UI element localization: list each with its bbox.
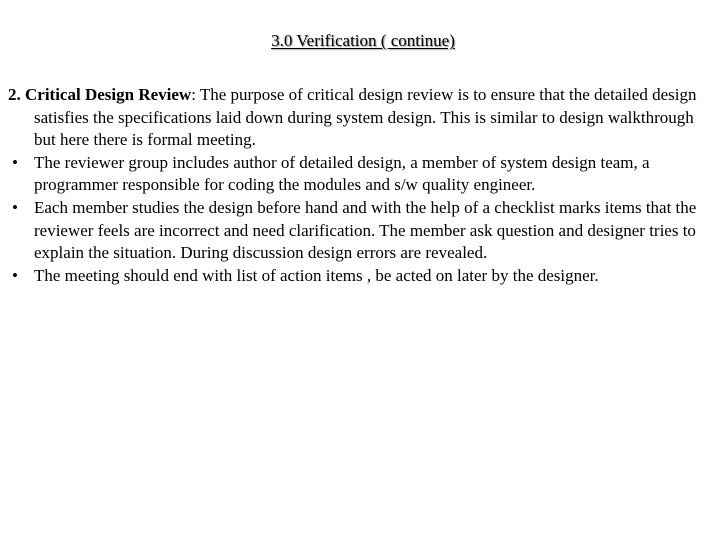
slide-body [8, 84, 708, 287]
bullet-text: The reviewer group includes author of detailed design, a member of system design team, a programmer responsible for coding the modules and s/w quality engineer. [34, 152, 650, 195]
bullet-text: Each member studies the design before hand and with the help of a checklist marks items that the reviewer feels are incorrect and need clarification. The member ask question and designer tries to explain the situation. During discussion design errors are revealed. [34, 197, 697, 263]
section-number: 2. [8, 85, 21, 104]
section-heading-text: Critical Design Review [25, 85, 192, 104]
bullet-item [8, 197, 708, 265]
bullet-icon: • [12, 197, 18, 217]
page-title: 3.0 Verification ( continue) [271, 31, 455, 50]
section-intro-text: The purpose of critical design review is to ensure that the detailed design satisfies the specifications laid down during system design. This is similar to design walkthrough but here there is formal meeting. [34, 85, 697, 150]
section-paragraph [8, 84, 708, 152]
bullet-icon: • [12, 265, 18, 285]
bullet-icon: • [12, 152, 18, 172]
section-heading [8, 85, 191, 104]
section-separator: : [191, 85, 196, 104]
bullet-text: The meeting should end with list of action items , be acted on later by the designer. [34, 265, 599, 285]
bullet-item [8, 152, 708, 197]
bullet-item [8, 265, 708, 288]
